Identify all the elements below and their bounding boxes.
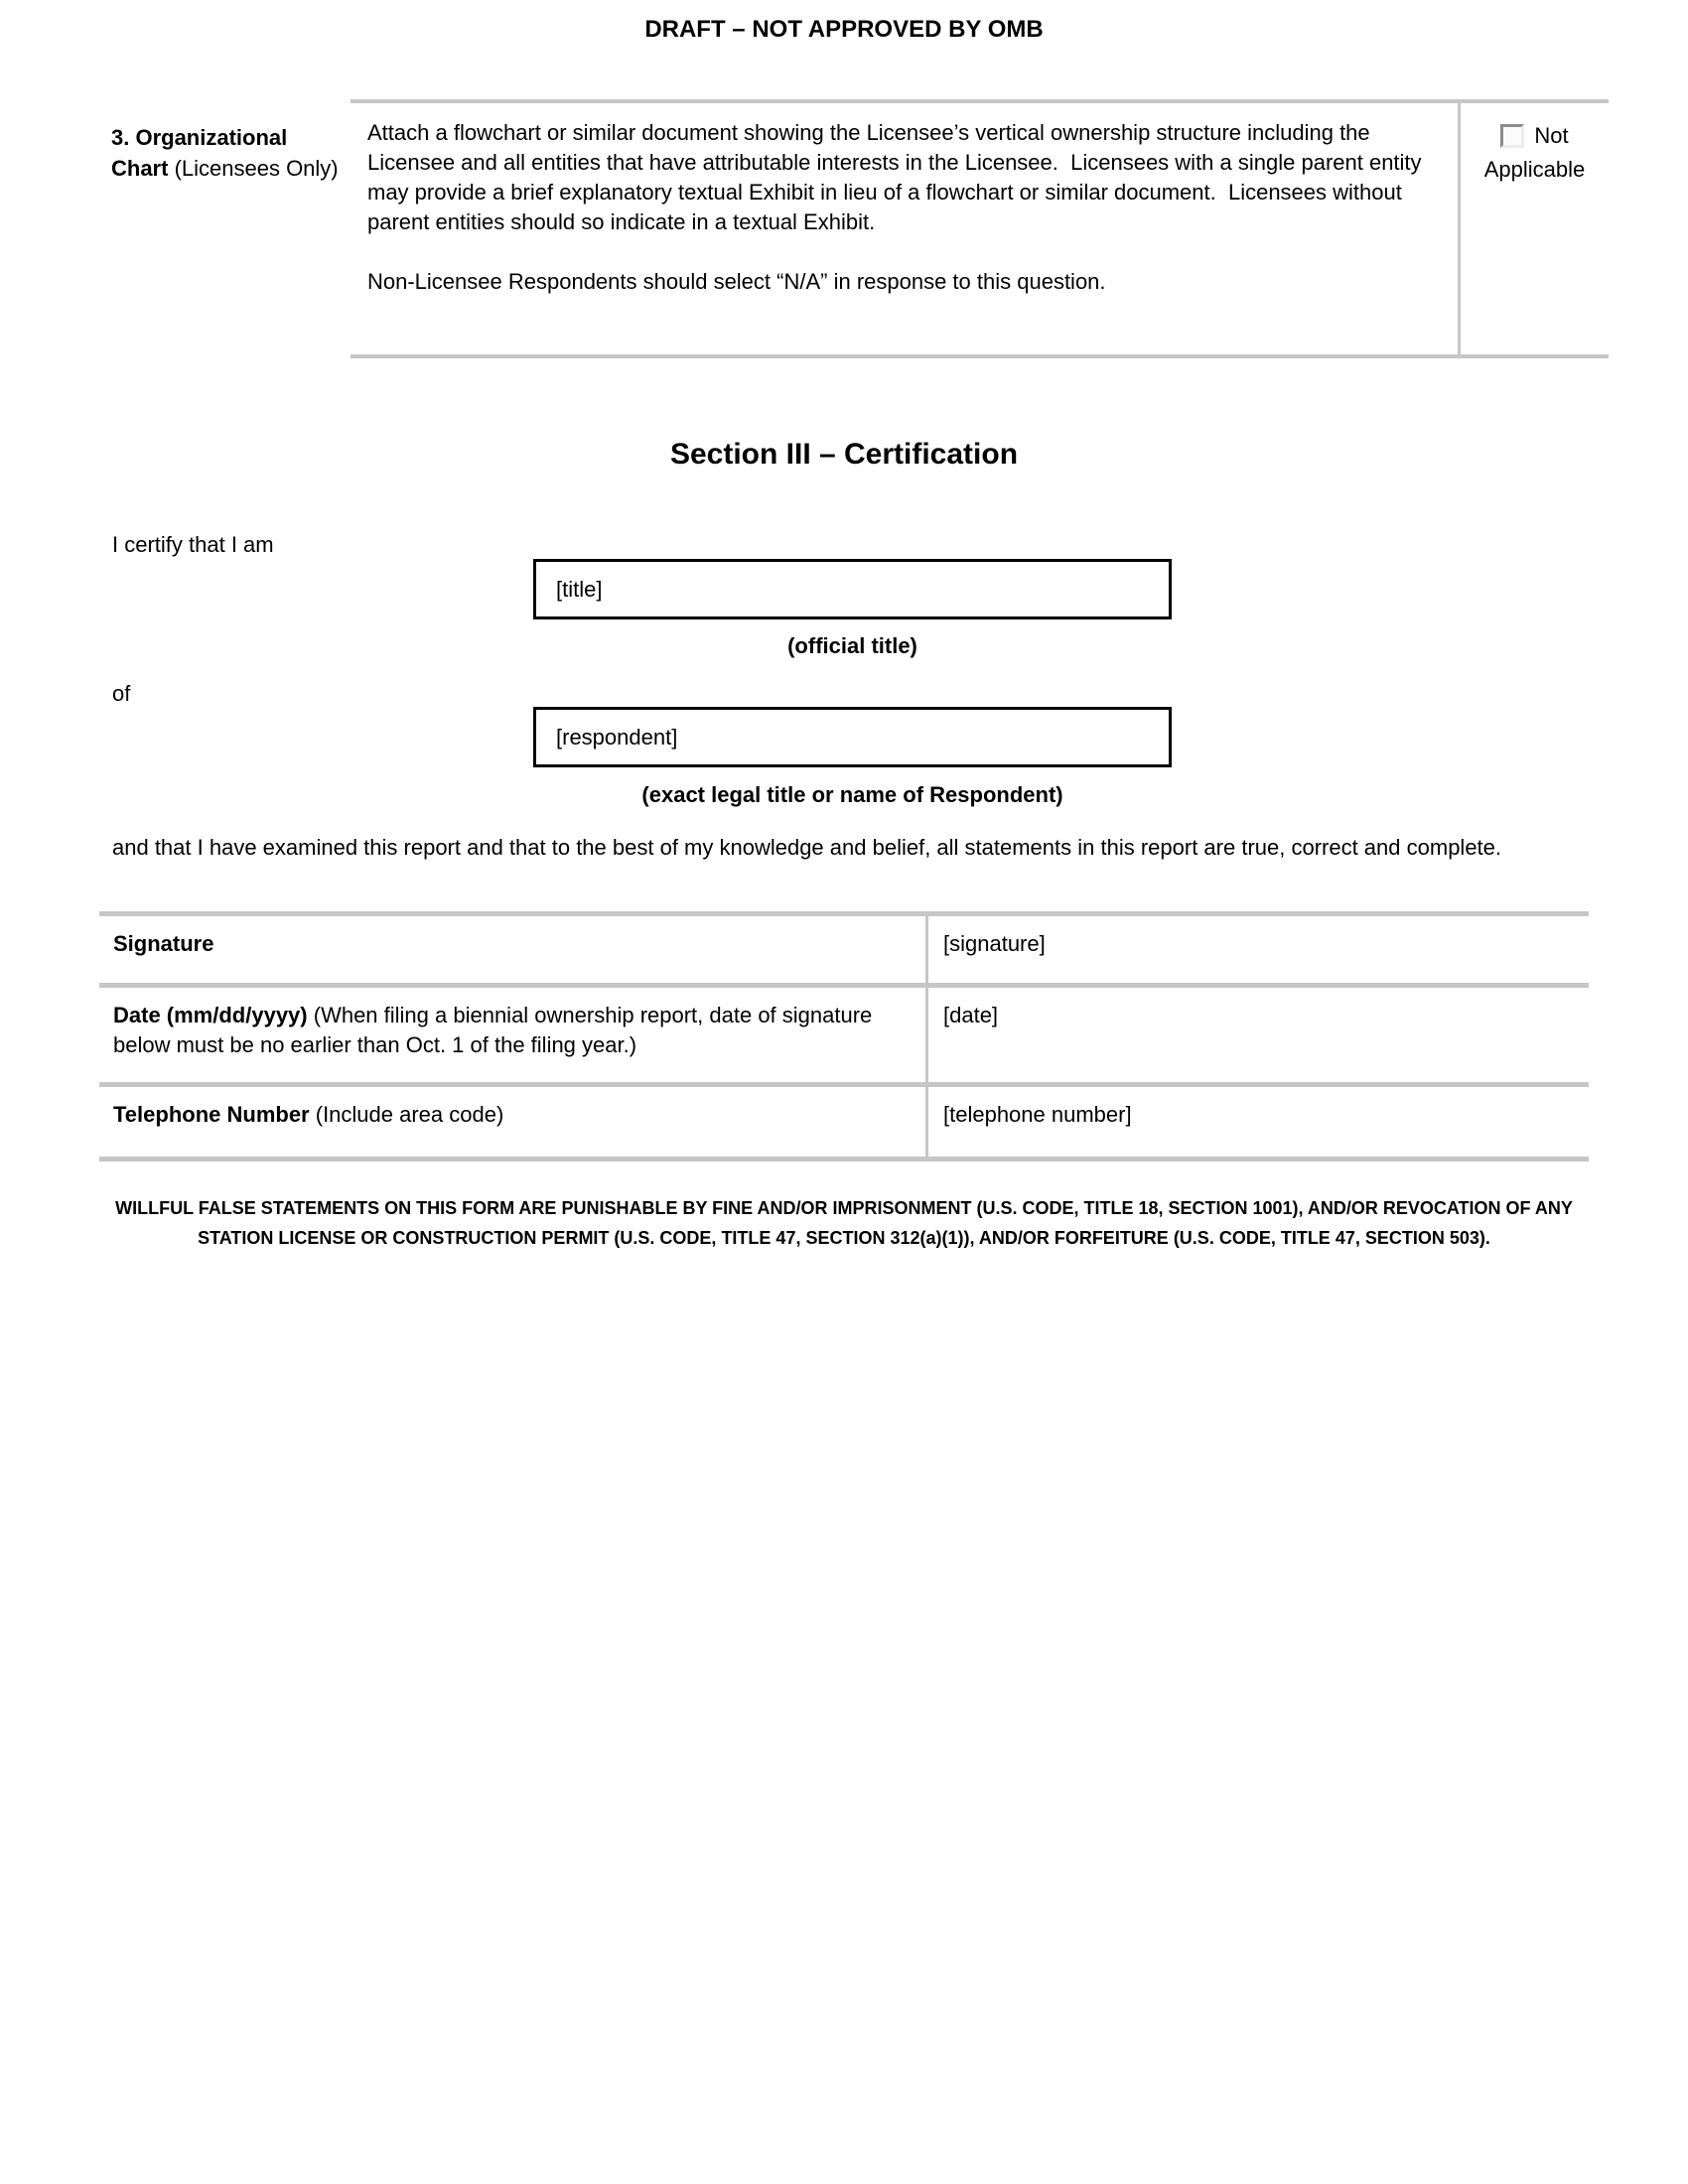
question-3-label-bold: 3. Organizational Chart [111,125,288,181]
signature-value-field[interactable]: [signature] [943,931,1046,956]
question-3-instructions-cell [351,103,1461,354]
certify-intro-text: I certify that I am [112,532,274,557]
official-title-caption: (official title) [787,633,917,658]
instruction-paragraph-1: Attach a flowchart or similar document showing the Licensee’s vertical ownership structure including the Licensee and all entities that have attributable interests in the Licensee. Licensees with a single parent entity may provide a brief explanatory textual Exhibit in lieu of a flowchart or similar document. Licensees without parent entities should so indicate in a textual Exhibit. [367,120,1428,234]
respondent-field[interactable] [533,707,1172,767]
table-row-telephone [99,1082,1589,1157]
telephone-value-field[interactable]: [telephone number] [943,1102,1132,1127]
telephone-label-note: (Include area code) [309,1102,504,1127]
question-3-label [109,99,351,358]
date-label-cell [99,988,928,1082]
not-applicable-cell [1461,103,1609,354]
table-row-signature [99,911,1589,983]
not-applicable-checkbox[interactable] [1500,124,1524,148]
telephone-label-cell [99,1087,928,1157]
of-label: of [112,681,131,706]
willful-false-statements-warning: WILLFUL FALSE STATEMENTS ON THIS FORM ARE PUNISHABLE BY FINE AND/OR IMPRISONMENT (U.S. CODE, TITLE 18, SECTION 1001), AND/OR REVOCATION OF ANY STATION LICENSE OR CONSTRUCTION PERMIT (U.S. CODE, TITLE 47, SECTION 312(a)(1)), AND/OR FORFEITURE (U.S. CODE, TITLE 47, SECTION 503). [115,1198,1573,1248]
date-label-note: (When filing a biennial ownership report, date of signature below must be no earlier than Oct. 1 of the filing year.) [113,1003,873,1057]
question-3-label-suffix: (Licensees Only) [168,156,339,181]
instruction-paragraph-2: Non-Licensee Respondents should select “N/A” in response to this question. [367,269,1106,294]
signature-table [99,911,1589,1161]
not-applicable-label: Not Applicable [1483,123,1586,182]
date-label: Date (mm/dd/yyyy) [113,1003,308,1027]
date-value-field[interactable]: [date] [943,1003,999,1027]
draft-notice: DRAFT – NOT APPROVED BY OMB [644,16,1044,43]
question-3-instruction-box [351,99,1609,358]
section-iii-heading: Section III – Certification [669,438,1019,471]
certify-statement-text: and that I have examined this report and that to the best of my knowledge and belief, all statements in this report are true, correct and complete. [112,835,1502,860]
official-title-field-value: [title] [556,576,603,602]
telephone-label: Telephone Number [113,1102,310,1127]
signature-label-cell [99,916,928,983]
respondent-caption: (exact legal title or name of Respondent) [641,782,1063,807]
question-3-organizational-chart [109,99,1609,358]
official-title-field[interactable] [533,559,1172,619]
signature-label: Signature [113,931,214,956]
table-row-date [99,983,1589,1082]
respondent-field-value: [respondent] [556,724,678,750]
